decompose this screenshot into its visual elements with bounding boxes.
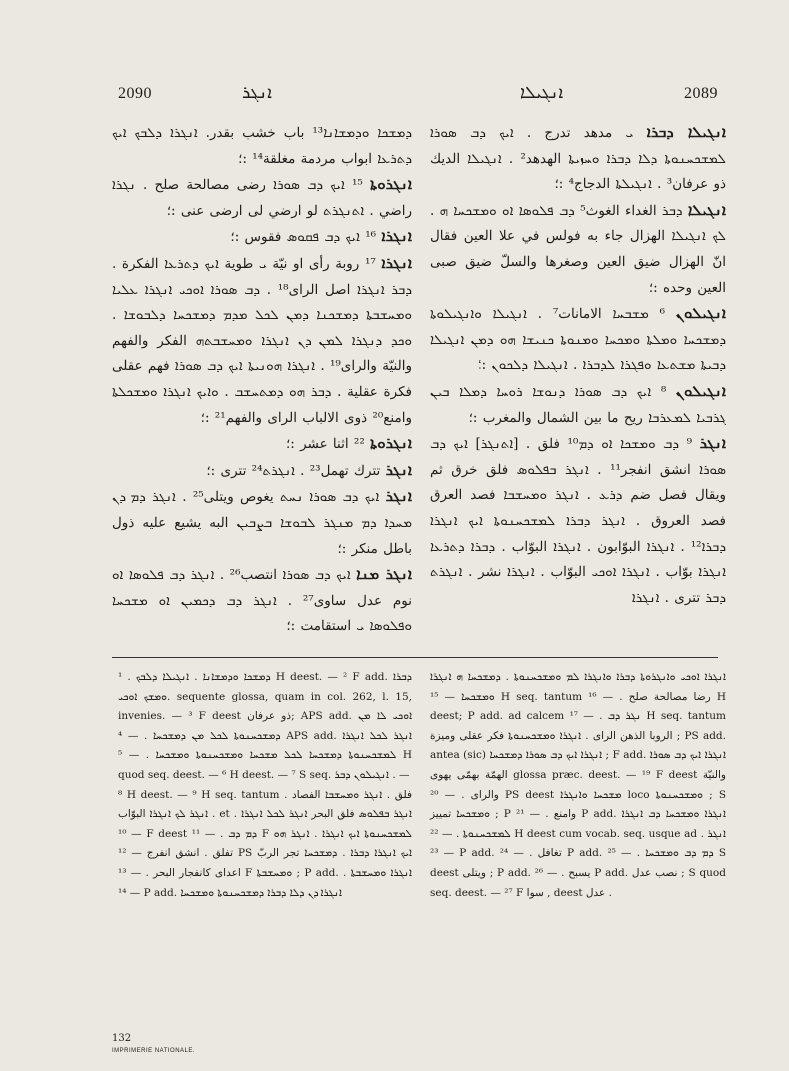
entry [112,120,412,172]
headword: ܐܢܓܪ ܡܢܐ [356,565,413,584]
entry [112,431,412,458]
footnote-rule [112,657,718,658]
entry [430,301,726,379]
entry-text: ܐܝܟ ܕܒ ܣܘܪܐ ܢܚܬ يغوص ويتلى²⁵ . ܐܢܓܪ ܕܡ ܕܢ ܡܚܕܐ ܕܡ ܡܢܓܪ ܠܒܘܫܐ ܒܨܒܝܢ البه يشيع عليه ذول باطل منكر :؛ [112,489,412,557]
entry-text: ܕܡܫܟܐ ܘܕܡܫܐܢܐ¹³ باب خشب بقدر. ܐܢܓܪܐ ܕܠܒܟ ܐܝܟ ܕܬܪܥܐ ابواب مردمة مغلقة¹⁴ :؛ [112,125,413,167]
left-column [112,120,412,640]
footnote-block: ܐܢܓܪܐ ܐܘܟܝ ܘܐܢܓܪܘܬܐ ܕܒܪܐ ܘܐܢܓܪܐ ܠܡ ܘܡܫܟܚܢܘܬܐ . ܕܡܫܟܚܐ ܗ ܐܢܓܪܐ ܘܡܫܟܚܐ — ¹⁵ H seq. tantum رضا مصالحة صلح . — ¹⁶ H deest; P add. ad calcem ܢܓܪ ܕܒ . — ¹⁷ H seq. tantum الروبا الذهن الراى . ܐܢܓܪܐ ܘܡܫܟܚܢܘܬܐ فكر عقلى وميزة ; PS add. antea (sic) ܐܢܓܪܐ ܐܝܟ ܕܒ ܣܘܪܐ ܕܡܫܟܚܐ ; F add. ܐܢܓܪܐ ܐܝܟ ܕܒ ܣܘܪܐ الهمّة بهمّى يهوى glossa præc. deest. — ¹⁹ F deest والنيّة والراى . — ²⁰ PS deest ܡܫܟܚܐ ܘܐܢܓܪܐ loco ܘܡܫܟܚܢܘܬܐ ; S ܘܡܫܟܚܐ تمييز ; P وامنع . — ²¹ P add. ܐܢܓܪܐ ܘܡܫܟܚܐ ܕܒ ܐܢܓܪܐ ܠܡܫܟܚܢܘܬܐ . — ²² H deest cum vocab. seq. usque ad ܐܢܓܪ . — ²³ P add. تغافل . — ²⁴ P add. ܕܡ ܕܒ ܘܡܫܟܚܐ . — ²⁵ S deest ويتلى ; P add. يسبح . — ²⁶ P add. نصب عدل ; S quod seq. deest. — ²⁷ F سوا , deest عدل . [430,671,727,899]
footnotes-left [118,668,412,903]
footnotes-right [430,668,726,903]
headword: ܐܢܓܪܐ [381,227,412,246]
headword: ܐܢܓܪ [385,487,412,506]
page-header [112,85,718,109]
entry [430,198,726,301]
page-number-left: 2090 [118,85,152,102]
entry [430,379,726,431]
entry [430,120,726,198]
entry-text: ܝ مدهد تدرج . ܐܝܟ ܕܒ ܣܘܪܐ ܠܡܫܟܚܢܘܬܐ ܕܠܐ ܕܒܪܐ ܘܚܙܝܬܐ الهدهد² . ܐܢܓܝܠܐ الديك ذو عرفان³ . ܐܢܓܝܠܬܐ الدجاج⁴ :؛ [430,125,726,193]
entry [112,251,412,431]
page-number-right: 2089 [684,85,718,102]
entry-text: ܐܝܟ ܕܒ ܣܘܪܐ انتصب²⁶ . ܐܢܓܪ ܕܒ ܦܠܘܣܐ ܐܘ نوم عدل ساوى²⁷ . ܐܢܓܪ ܕܒ ܕܟܡܝܢ ܐܘ ܡܫܟܚܐ ܘܦܠܘܣܐ ܝ استقامت :؛ [112,567,412,635]
entry [112,484,412,562]
entry-text: تترك تهمل²³ . ܐܢܓܪܬ²⁴ تترى :؛ [206,462,381,479]
imprint: IMPRIMERIE NATIONALE. [112,1048,196,1054]
headword: ܐܢܓܪ [699,434,726,453]
entry-text: ²² اثنا عشر :؛ [285,436,365,453]
entry [430,431,726,611]
entry [112,562,412,640]
footnote-block: ܕܡܫܟܐ ܘܕܡܫܐܢܐ . ܐܢܓܝܠܐ ܕܠܒܟ . ¹ H deest. — ² F add. ܕܒܪܐ ܘܡܫܟ ܐܘܟܝ. sequente glossa, quam in col. 262, l. 15, invenies. — ³ F deest ذو عرفان; APS add. ܐܘܟܝ ܠܐ ܡܢ ܕܡܫܟܚܢܘܬܐ ܠܟܠ ܡܢ ܕܡܫܟܚܐ . — ⁴ APS add. ܐܢܓܪ ܠܟܠ ܐܢܓܪܐ ܠܡܫܟܚܢܘܬܐ ܕܡܫܟܚܐ ܠܟܠ ܡܫܟܚܐ ܘܡܫܟܚܢܘܬܐ ܘܡܫܟܚܐ . — ⁵ H quod seq. deest. — ⁶ H deest. — ⁷ S seq. ܐܢܓܝܠܘܢ ܕܒܪ . — [118,671,413,781]
entry [112,224,412,251]
entry [112,172,412,224]
entry-text: ⁸ ܐܝܟ ܕܒ ܣܘܪܐ ܕܢܘܫܐ ܪܘܚܐ ܕܡܠܐ ܒܝܢ ܓܪܒܝܐ ܠܡܥܪܒܐ ريح ما بين الشمال والمغرب :؛ [430,383,726,426]
running-title-right: ܐܢܓܝܠܐ [520,83,564,103]
entry-text: ⁹ ܕܒ ܘܡܫܟܐ ܐܘ ܕܡ¹⁰ فلق . [ܐܬܢܓܪ] ܐܝܟ ܕܒ ܣܘܪܐ انشق انفجر¹¹ . ܐܢܓܪ ܒܦܠܘܣ فلق خرق ثم ويقال فصل ضم ܕܪܥ . ܐܢܓܪ ܘܡܚܫܒܐ فصد العرق فصد العروق . ܐܢܓܪ ܕܒܪܐ ܠܡܫܟܚܢܘܬܐ ܐܝܟ ܐܢܓܪܐ ܕܒܪܐ¹² . ܐܢܓܪܐ البوّابون . ܐܢܓܪܐ البوّاب . ܕܒܪܐ ܕܬܪܥܐ ܐܢܓܪܐ بوّاب . ܐܢܓܪܐ ܐܘܟܝ البوّاب . ܐܢܓܪܐ نشر . ܐܢܓܪܬ ܕܒܪ تترى . ܐܢܓܪܐ [430,436,726,606]
footnote-block: ⁸ H deest. — ⁹ H seq. tantum فلق . ܐܢܓܪ ܘܡܚܫܒܐ الفصاد . ܐܢܓܪ ܠܟ ܐܢܓܪܐ البوّاب . et ܐܢܓܪ ܒܦܠܘܣ فلق البحر ܐܢܓܪ ܠܟܠ ܐܢܓܪܐ . — ¹⁰ F deest ܕܡ ܕܒ . — ¹¹ F ܠܡܫܟܚܢܘܬܐ ܐܝܟ ܐܢܓܪܐ . ܐܢܓܪ ܗܘ تفلق . انشق انفرج — ¹² PS ܐܝܟ ܐܢܓܪܐ ܕܒܪܐ . ܕܡܫܟܚܐ تجر الربّ اعداى كانفجار البحر . — ¹³ F ܘܡܚܫܒܬܐ ; P add. ܐܢܓܪܐ ܘܡܚܫܒܬܐ . — ¹⁴ P add. ܐܢܓܪܐ ܕܢ ܕܠܐ ܕܒܪܐ ܕܡܫܟܚܢܘܬܐ ܘܡܫܟܚܐ [118,788,413,899]
headword: ܐܢܓܪ [385,460,412,479]
entry-text: ¹⁵ ܐܝܟ ܕܒ ܣܘܪܐ رضى مصالحة صلح . ܢܓܪܐ راضي . ܐܬܢܓܪܬ لو ارضي لى ارضى عنى :؛ [112,177,412,219]
right-column [430,120,726,611]
headword: ܐܢܓܝܠܐ ܕܒܪܐ [646,123,726,141]
entry-text: ¹⁶ ܐܝܟ ܕܒ ܦܩܘܣ فقوس :؛ [230,229,377,246]
headword: ܐܢܓܝܠܘܢ [675,381,726,400]
entry-text: ¹⁷ روبة رأى او نيّة ܝ طوية ܐܝܟ ܕܬܪܥܐ الفكرة . ܕܒܪ ܐܢܓܪܐ اصل الراى¹⁸ . ܕܒ ܣܘܪܐ ܐܘܟܝ ܐܢܓܪܐ ܥܠܝܐ ܘܡܚܫܒܬܐ ܕܡܫܟܢܐ ܕܡܢ ܠܟܠ ܡܕܡ ܕܡܫܟܚܐ ܕܠܒܘܫܐ . ܘܟܕ ܕܢܓܪܐ ܠܡܢ ܕܢ ܐܢܓܪܐ ܘܡܚܫܒܬܗ الفكر والفهم والنيّة والراى¹⁹ . ܐܢܓܪܐ ܗܘܢܝܬܐ ܐܝܟ ܕܒ ܣܘܪܐ فهم عقلى فكرة عقلية . ܕܒܪ ܗܘ ܕܡܬܚܫܒ . ܘܐܝܟ ܐܢܓܪܐ ܘܡܫܟܠܬܐ وامنع²⁰ ذوى الالباب الراى والفهم²¹ :؛ [112,255,413,426]
headword: ܐܢܓܝܠܘܢ [675,304,726,323]
headword: ܐܢܓܪܐ [381,253,412,272]
headword: ܐܢܓܝܠܐ [687,200,726,219]
headword: ܐܢܓܪܘܬܐ [370,175,412,194]
entry-text: ⁶ ܡܫܒܚܐ الامانات⁷ . ܐܢܓܝܠܐ ܘܐܢܓܝܠܘܬܐ ܕܡܫܟܚܐ ܘܡܠܬܐ ܘܡܟܚܐ ܘܡܢܘܬܐ ܟܢܝܫܐ ܗܘ ܕܡܢ ܐܢܓܝܠܐ ܕܒܝܬܐ ܡܫܬܥܐ ܘܦܓܪܐ ܠܕܒܪܐ . ܐܢܓܝܠܐ ܕܠܟܘܢ :؛ [430,306,726,374]
headword: ܐܢܓܪܘܬܐ [370,434,412,453]
signature-mark: 132 [112,1033,132,1044]
entry [112,458,412,485]
entry-text: ܕܒܪ الغداء الغوث⁵ ܕܒ ܦܠܘܣܐ ܐܘ ܘܡܫܟܚܐ ܗ . ܠܟ ܐܢܓܝܠܐ الهزال جاء به فولس في علا العين فقال انّ الهزال ضيق العين وصغرها والسلّ ضيق صبى العين وحده :؛ [430,202,726,296]
running-title-left: ܐܢܓܪ [242,83,272,103]
